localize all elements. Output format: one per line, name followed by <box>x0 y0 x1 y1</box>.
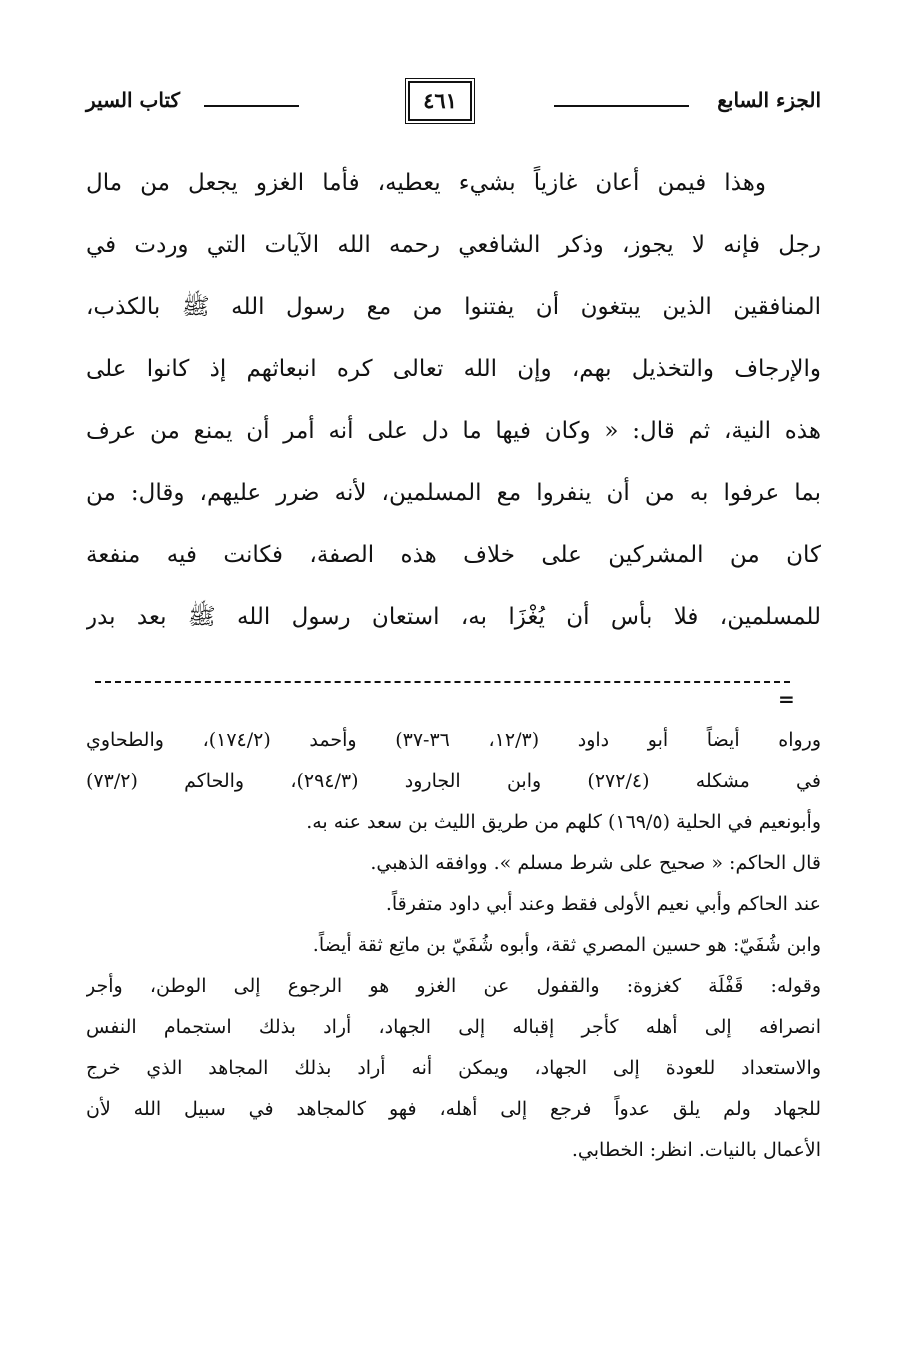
text-line: رجل فإنه لا يجوز، وذكر الشافعي رحمه الله الآيات التي وردت في <box>86 232 821 258</box>
footnotes <box>86 720 821 1171</box>
footnote-line: ورواه أيضاً أبو داود (١٢/٣، ٣٦-٣٧) وأحمد (١٧٤/٢)، والطحاوي <box>86 729 821 751</box>
text-line: هذه النية، ثم قال: « وكان فيها ما دل على أنه أمر أن يمنع من عرف <box>86 418 821 444</box>
running-header <box>86 78 821 122</box>
text-line: كان من المشركين على خلاف هذه الصفة، فكانت فيه منفعة <box>86 542 821 568</box>
text-line: والإرجاف والتخذيل بهم، وإن الله تعالى كره انبعاثهم إذ كانوا على <box>86 356 821 382</box>
page-number: ٤٦١ <box>408 81 472 121</box>
footnote-line: انصرافه إلى أهله كأجر إقباله إلى الجهاد، أراد بذلك استجمام النفس <box>86 1016 821 1038</box>
footnote-line: قال الحاكم: « صحيح على شرط مسلم ». ووافقه الذهبي. <box>370 852 821 874</box>
footnote-line: للجهاد ولم يلق عدواً فرجع إلى أهله، فهو كالمجاهد في سبيل الله لأن <box>86 1098 821 1120</box>
book-title: كتاب السير <box>86 88 181 112</box>
text-line: وهذا فيمن أعان غازياً بشيء يعطيه، فأما الغزو يجعل من مال <box>86 170 766 196</box>
footnote-line: عند الحاكم وأبي نعيم الأولى فقط وعند أبي داود متفرقاً. <box>385 893 821 915</box>
header-rule <box>204 105 299 107</box>
footnote-line: وأبونعيم في الحلية (١٦٩/٥) كلهم من طريق الليث بن سعد عنه به. <box>306 811 821 833</box>
header-rule <box>554 105 689 107</box>
text-line: المنافقين الذين يبتغون أن يفتنوا من مع رسول الله ﷺ بالكذب، <box>86 294 821 320</box>
volume-title: الجزء السابع <box>717 88 821 112</box>
footnote-line: في مشكله (٢٧٢/٤) وابن الجارود (٢٩٤/٣)، والحاكم (٧٣/٢) <box>86 770 821 792</box>
text-line: بما عرفوا به من أن ينفروا مع المسلمين، لأنه ضرر عليهم، وقال: من <box>86 480 821 506</box>
text-line: للمسلمين، فلا بأس أن يُغْزَا به، استعان رسول الله ﷺ بعد بدر <box>86 604 821 630</box>
footnote-line: وابن شُفَيّ: هو حسين المصري ثقة، وأبوه شُفَيّ بن ماتِع ثقة أيضاً. <box>312 934 821 956</box>
footnote-line: الأعمال بالنيات. انظر: الخطابي. <box>571 1139 821 1161</box>
footnote-line: وقوله: قَفْلَة كغزوة: والقفول عن الغزو هو الرجوع إلى الوطن، وأجر <box>86 975 821 997</box>
footnote-separator <box>95 681 790 683</box>
footnote-continuation-marker: = <box>778 687 795 711</box>
main-text <box>86 152 821 648</box>
footnote-line: والاستعداد للعودة إلى الجهاد، ويمكن أنه أراد بذلك المجاهد الذي خرج <box>86 1057 821 1079</box>
